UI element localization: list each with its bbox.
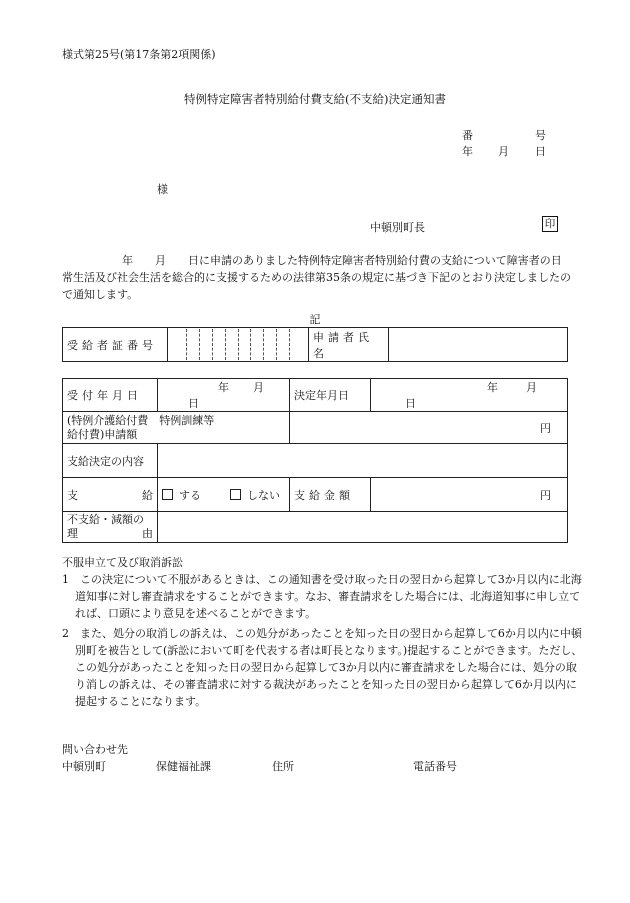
ki-heading: 記 (309, 313, 321, 326)
contact-address-label: 住所 (272, 760, 294, 773)
number-go: 号 (535, 129, 546, 142)
option-no-label: しない (247, 488, 280, 502)
appeal-clause-1: 1 この決定について不服があるときは、この通知書を受け取った日の翌日から起算して3か月以内に北海道知事に対し審査請求をすることができます。なお、審査請求をした場合には、北海道知事に申し立てれば、口頭により意見を述べることができます。 (62, 573, 582, 620)
requested-amount-label: (特例介護給付費 特例訓練等 給付費)申請額 (63, 412, 290, 444)
decision-date-label: 決定年月日 (290, 379, 371, 412)
digit-boxes (174, 329, 302, 360)
sender-name: 中頓別町長 (370, 221, 425, 234)
body-year: 年 (122, 254, 133, 267)
appeal-clause-2: 2 また、処分の取消しの訴えは、この処分があったことを知った日の翌日から起算して6か月以内に中頓別町を被告として(訴訟において町を代表する者は町長となります。)提起することができます。ただし、この処分があったことを知った日の翌日から起算して3か月以内に審査請求をした場合には、処分の取り消しの訴えは、その審査請求に対する裁決があったことを知った日の翌日から起算して6か月以内に提起することになります。 (62, 627, 583, 708)
option-no-checkbox[interactable] (230, 489, 241, 500)
received-date-field[interactable]: 年 月日 (158, 379, 290, 412)
decision-content-field[interactable] (158, 444, 568, 478)
issue-day: 日 (535, 145, 546, 158)
contact-heading: 問い合わせ先 (62, 743, 128, 756)
option-yes-label: する (179, 488, 201, 502)
decision-date-field[interactable]: 年 月日 (371, 379, 568, 412)
payment-label: 支 給 (63, 478, 158, 512)
reason-field[interactable] (158, 512, 568, 543)
issue-year: 年 (462, 145, 473, 158)
seal-mark: 印 (542, 216, 558, 232)
notice-body (62, 252, 572, 303)
recipient-table (62, 327, 568, 362)
contact-phone-label: 電話番号 (413, 760, 457, 773)
body-month: 月 (155, 254, 166, 267)
payment-options (158, 478, 290, 512)
option-yes-checkbox[interactable] (162, 489, 173, 500)
contact-town: 中頓別町 (62, 760, 106, 773)
applicant-name-field[interactable] (389, 328, 568, 362)
recipient-number-label: 受給者証番号 (63, 328, 168, 362)
addressee-suffix: 様 (157, 183, 168, 196)
document-title: 特例特定障害者特別給付費支給(不支給)決定通知書 (184, 92, 446, 106)
reason-label: 不支給・減額の 理 由 (63, 512, 158, 543)
number-ban: 番 (462, 129, 473, 142)
contact-department: 保健福祉課 (156, 760, 211, 773)
decision-content-label: 支給決定の内容 (63, 444, 158, 478)
requested-amount-field[interactable]: 円 (290, 412, 568, 444)
issue-month: 月 (498, 145, 509, 158)
received-date-label: 受付年月日 (63, 379, 158, 412)
applicant-name-label: 申請者氏名 (309, 328, 389, 362)
form-number: 様式第25号(第17条第2項関係) (62, 48, 216, 61)
recipient-number-field[interactable] (168, 328, 309, 362)
payment-amount-field[interactable]: 円 (371, 478, 568, 512)
appeal-heading: 不服申立て及び取消訴訟 (62, 556, 183, 569)
payment-amount-label: 支給金額 (290, 478, 371, 512)
decision-table (62, 378, 568, 543)
body-text: 日に申請のありました特例特定障害者特別給付費の支給について障害者の日常生活及び社会生活を総合的に支援するための法律第35条の規定に基づき下記のとおり決定しましたので通知します。 (62, 254, 571, 301)
